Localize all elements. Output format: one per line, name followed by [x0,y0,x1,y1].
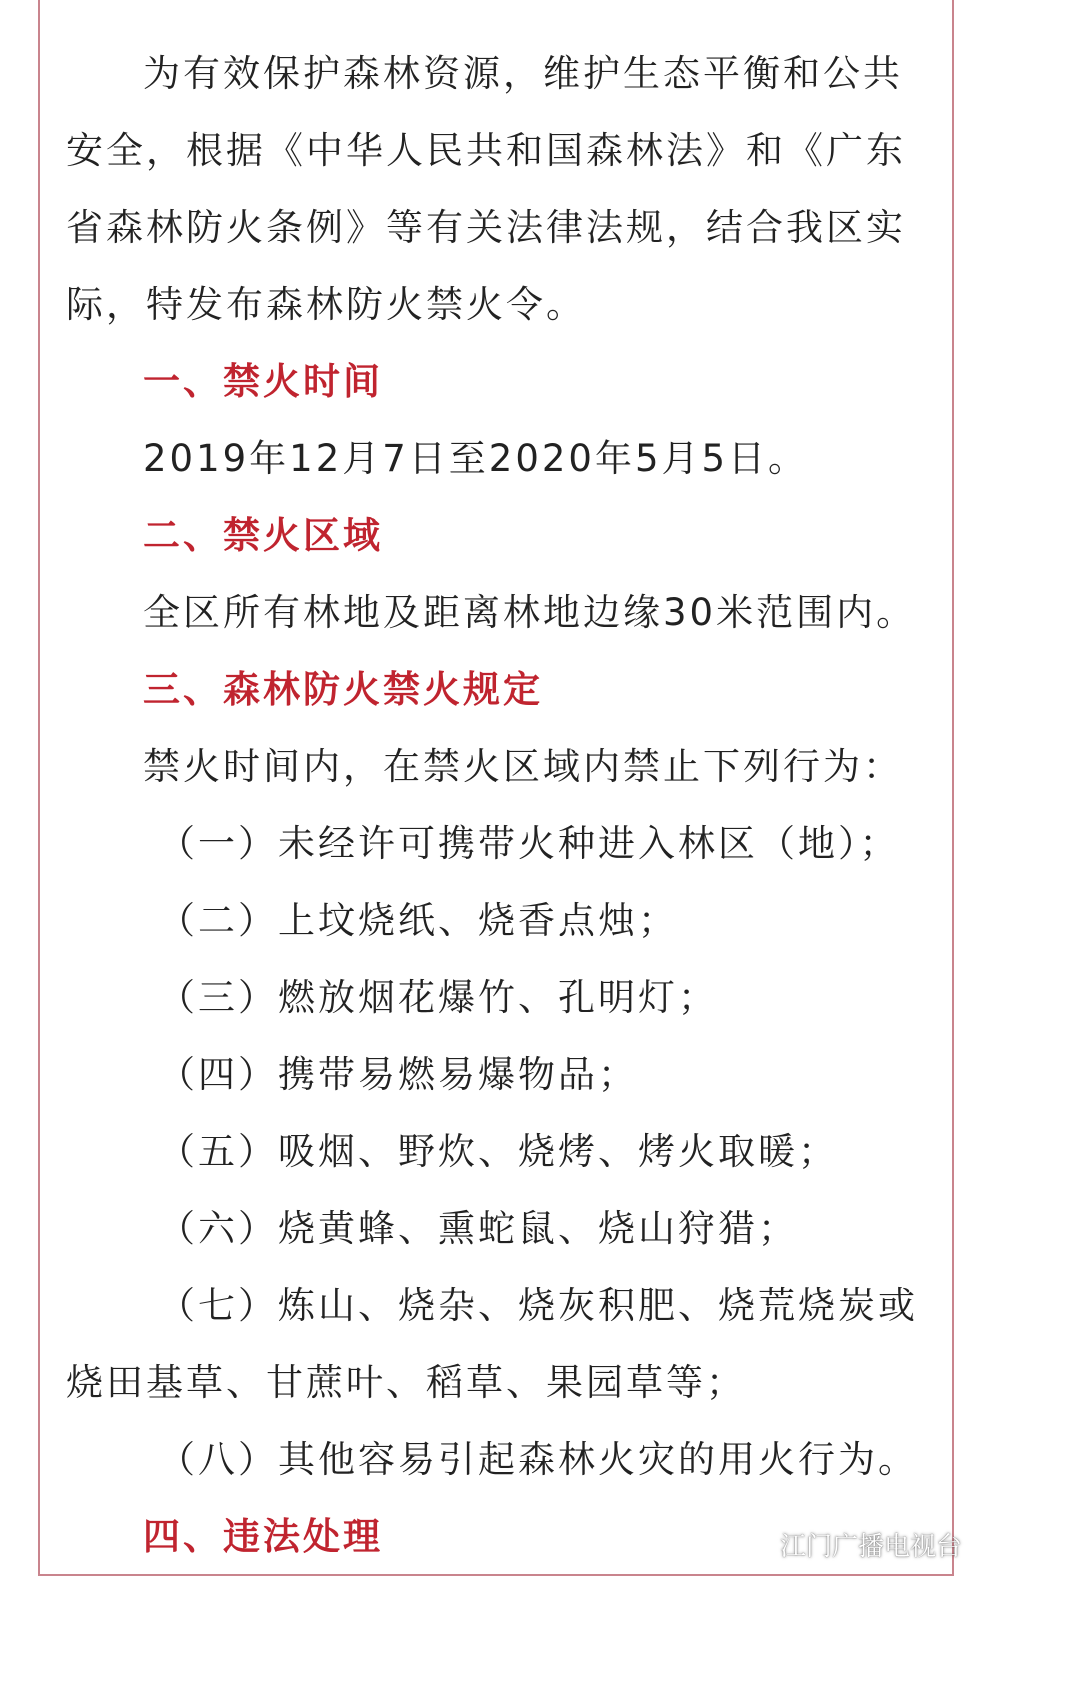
intro-line-3: 省森林防火条例》等有关法律法规，结合我区实 [66,206,906,249]
watermark-text: 江门广播电视台 [779,1531,962,1562]
rule-item-3: （三）燃放烟花爆竹、孔明灯； [158,976,718,1019]
intro-line-4: 际，特发布森林防火禁火令。 [66,283,586,326]
rule-item-2: （二）上坟烧纸、烧香点烛； [158,899,678,942]
section3-heading: 三、森林防火禁火规定 [143,668,543,711]
section3-intro: 禁火时间内，在禁火区域内禁止下列行为： [143,745,903,788]
section1-content: 2019年12月7日至2020年5月5日。 [143,437,809,480]
rule-item-8: （八）其他容易引起森林火灾的用火行为。 [158,1438,918,1481]
watermark [738,1524,962,1564]
rule-item-1: （一）未经许可携带火种进入林区（地）； [158,822,900,865]
section2-content: 全区所有林地及距离林地边缘30米范围内。 [143,591,917,634]
section1-heading: 一、禁火时间 [143,360,383,403]
document-body [66,35,930,1575]
intro-line-2: 安全，根据《中华人民共和国森林法》和《广东 [66,129,906,172]
section4-heading: 四、违法处理 [143,1515,383,1558]
section2-heading: 二、禁火区域 [143,514,383,557]
rule-item-7: （七）炼山、烧杂、烧灰积肥、烧荒烧炭或 [158,1284,918,1327]
rule-item-6: （六）烧黄蜂、熏蛇鼠、烧山狩猎； [158,1207,798,1250]
wechat-icon [738,1530,772,1558]
rule-item-7-continued: 烧田基草、甘蔗叶、稻草、果园草等； [66,1361,746,1404]
intro-line-1: 为有效保护森林资源，维护生态平衡和公共 [143,52,903,95]
rule-item-5: （五）吸烟、野炊、烧烤、烤火取暖； [158,1130,838,1173]
rule-item-4: （四）携带易燃易爆物品； [158,1053,638,1096]
